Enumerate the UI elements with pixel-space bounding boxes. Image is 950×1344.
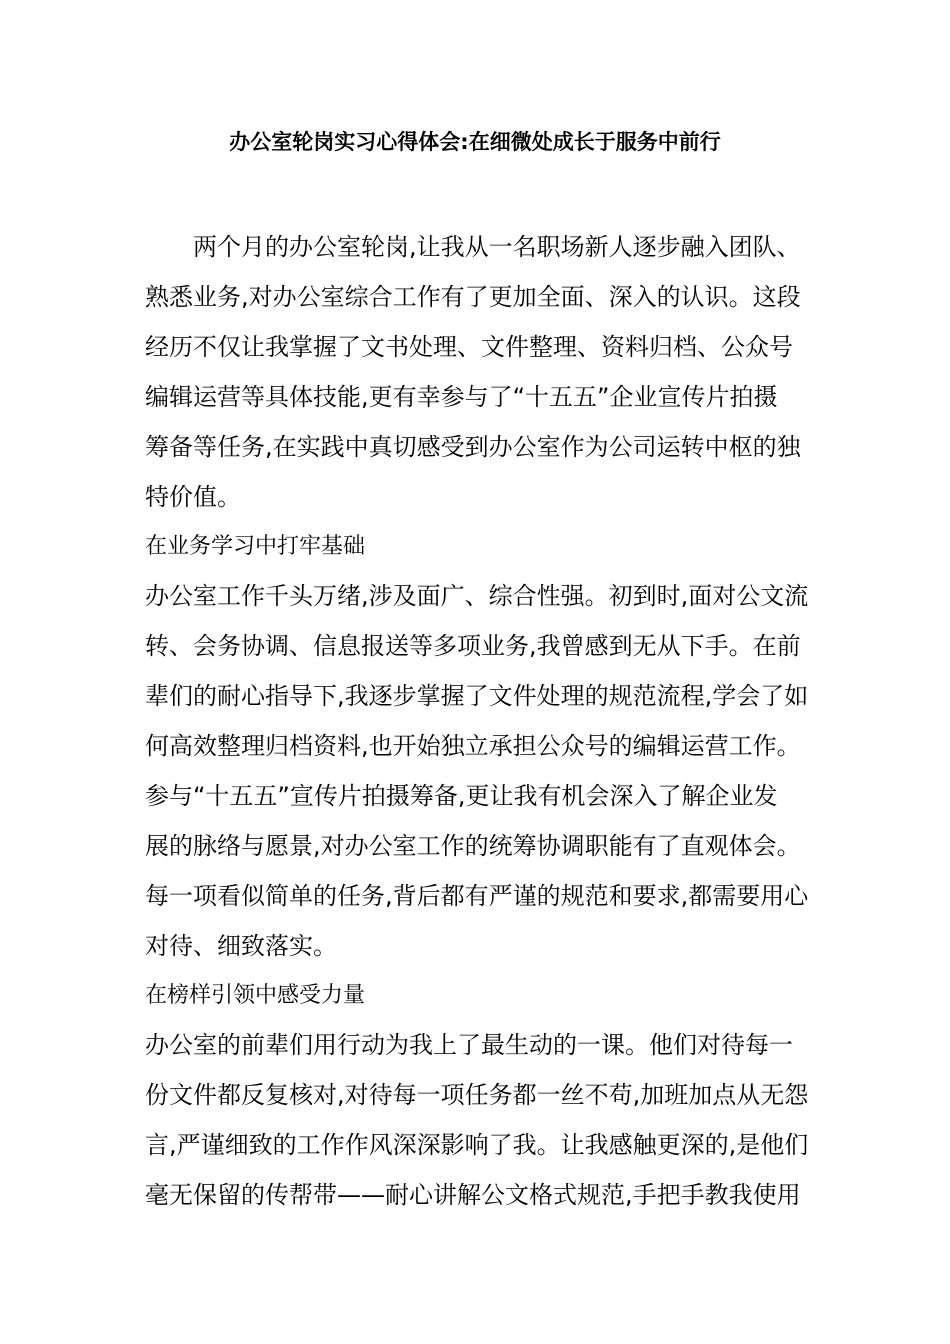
paragraph-line: 办公室的前辈们用行动为我上了最生动的一课。他们对待每一 xyxy=(145,1031,793,1059)
paragraph-line: 参与“十五五”宣传片拍摄筹备,更让我有机会深入了解企业发 xyxy=(145,782,778,810)
paragraph-line: 编辑运营等具体技能,更有幸参与了“十五五”企业宣传片拍摄 xyxy=(145,383,778,411)
paragraph-line: 毫无保留的传帮带——耐心讲解公文格式规范,手把手教我使用 xyxy=(145,1181,801,1209)
document-body xyxy=(145,222,810,1220)
section-heading: 在榜样引领中感受力量 xyxy=(145,983,366,1008)
paragraph-line: 辈们的耐心指导下,我逐步掌握了文件处理的规范流程,学会了如 xyxy=(145,682,809,710)
paragraph-line: 筹备等任务,在实践中真切感受到办公室作为公司运转中枢的独 xyxy=(145,433,801,461)
paragraph-line: 何高效整理归档资料,也开始独立承担公众号的编辑运营工作。 xyxy=(145,732,801,760)
section-heading: 在业务学习中打牢基础 xyxy=(145,534,366,559)
paragraph-line: 熟悉业务,对办公室综合工作有了更加全面、深入的认识。这段 xyxy=(145,283,801,311)
paragraph-line: 办公室工作千头万绪,涉及面广、综合性强。初到时,面对公文流 xyxy=(145,582,809,610)
paragraph-line: 份文件都反复核对,对待每一项任务都一丝不苟,加班加点从无怨 xyxy=(145,1081,809,1109)
document-title: 办公室轮岗实习心得体会:在细微处成长于服务中前行 xyxy=(229,130,721,154)
paragraph-line: 对待、细致落实。 xyxy=(145,932,337,960)
paragraph-line: 展的脉络与愿景,对办公室工作的统筹协调职能有了直观体会。 xyxy=(145,832,801,860)
paragraph-line: 两个月的办公室轮岗,让我从一名职场新人逐步融入团队、 xyxy=(193,233,801,261)
paragraph-line: 每一项看似简单的任务,背后都有严谨的规范和要求,都需要用心 xyxy=(145,882,809,910)
paragraph-line: 特价值。 xyxy=(145,483,241,511)
paragraph-line: 经历不仅让我掌握了文书处理、文件整理、资料归档、公众号 xyxy=(145,333,793,361)
paragraph-line: 言,严谨细致的工作作风深深影响了我。让我感触更深的,是他们 xyxy=(145,1131,809,1159)
paragraph-line: 转、会务协调、信息报送等多项业务,我曾感到无从下手。在前 xyxy=(145,632,801,660)
